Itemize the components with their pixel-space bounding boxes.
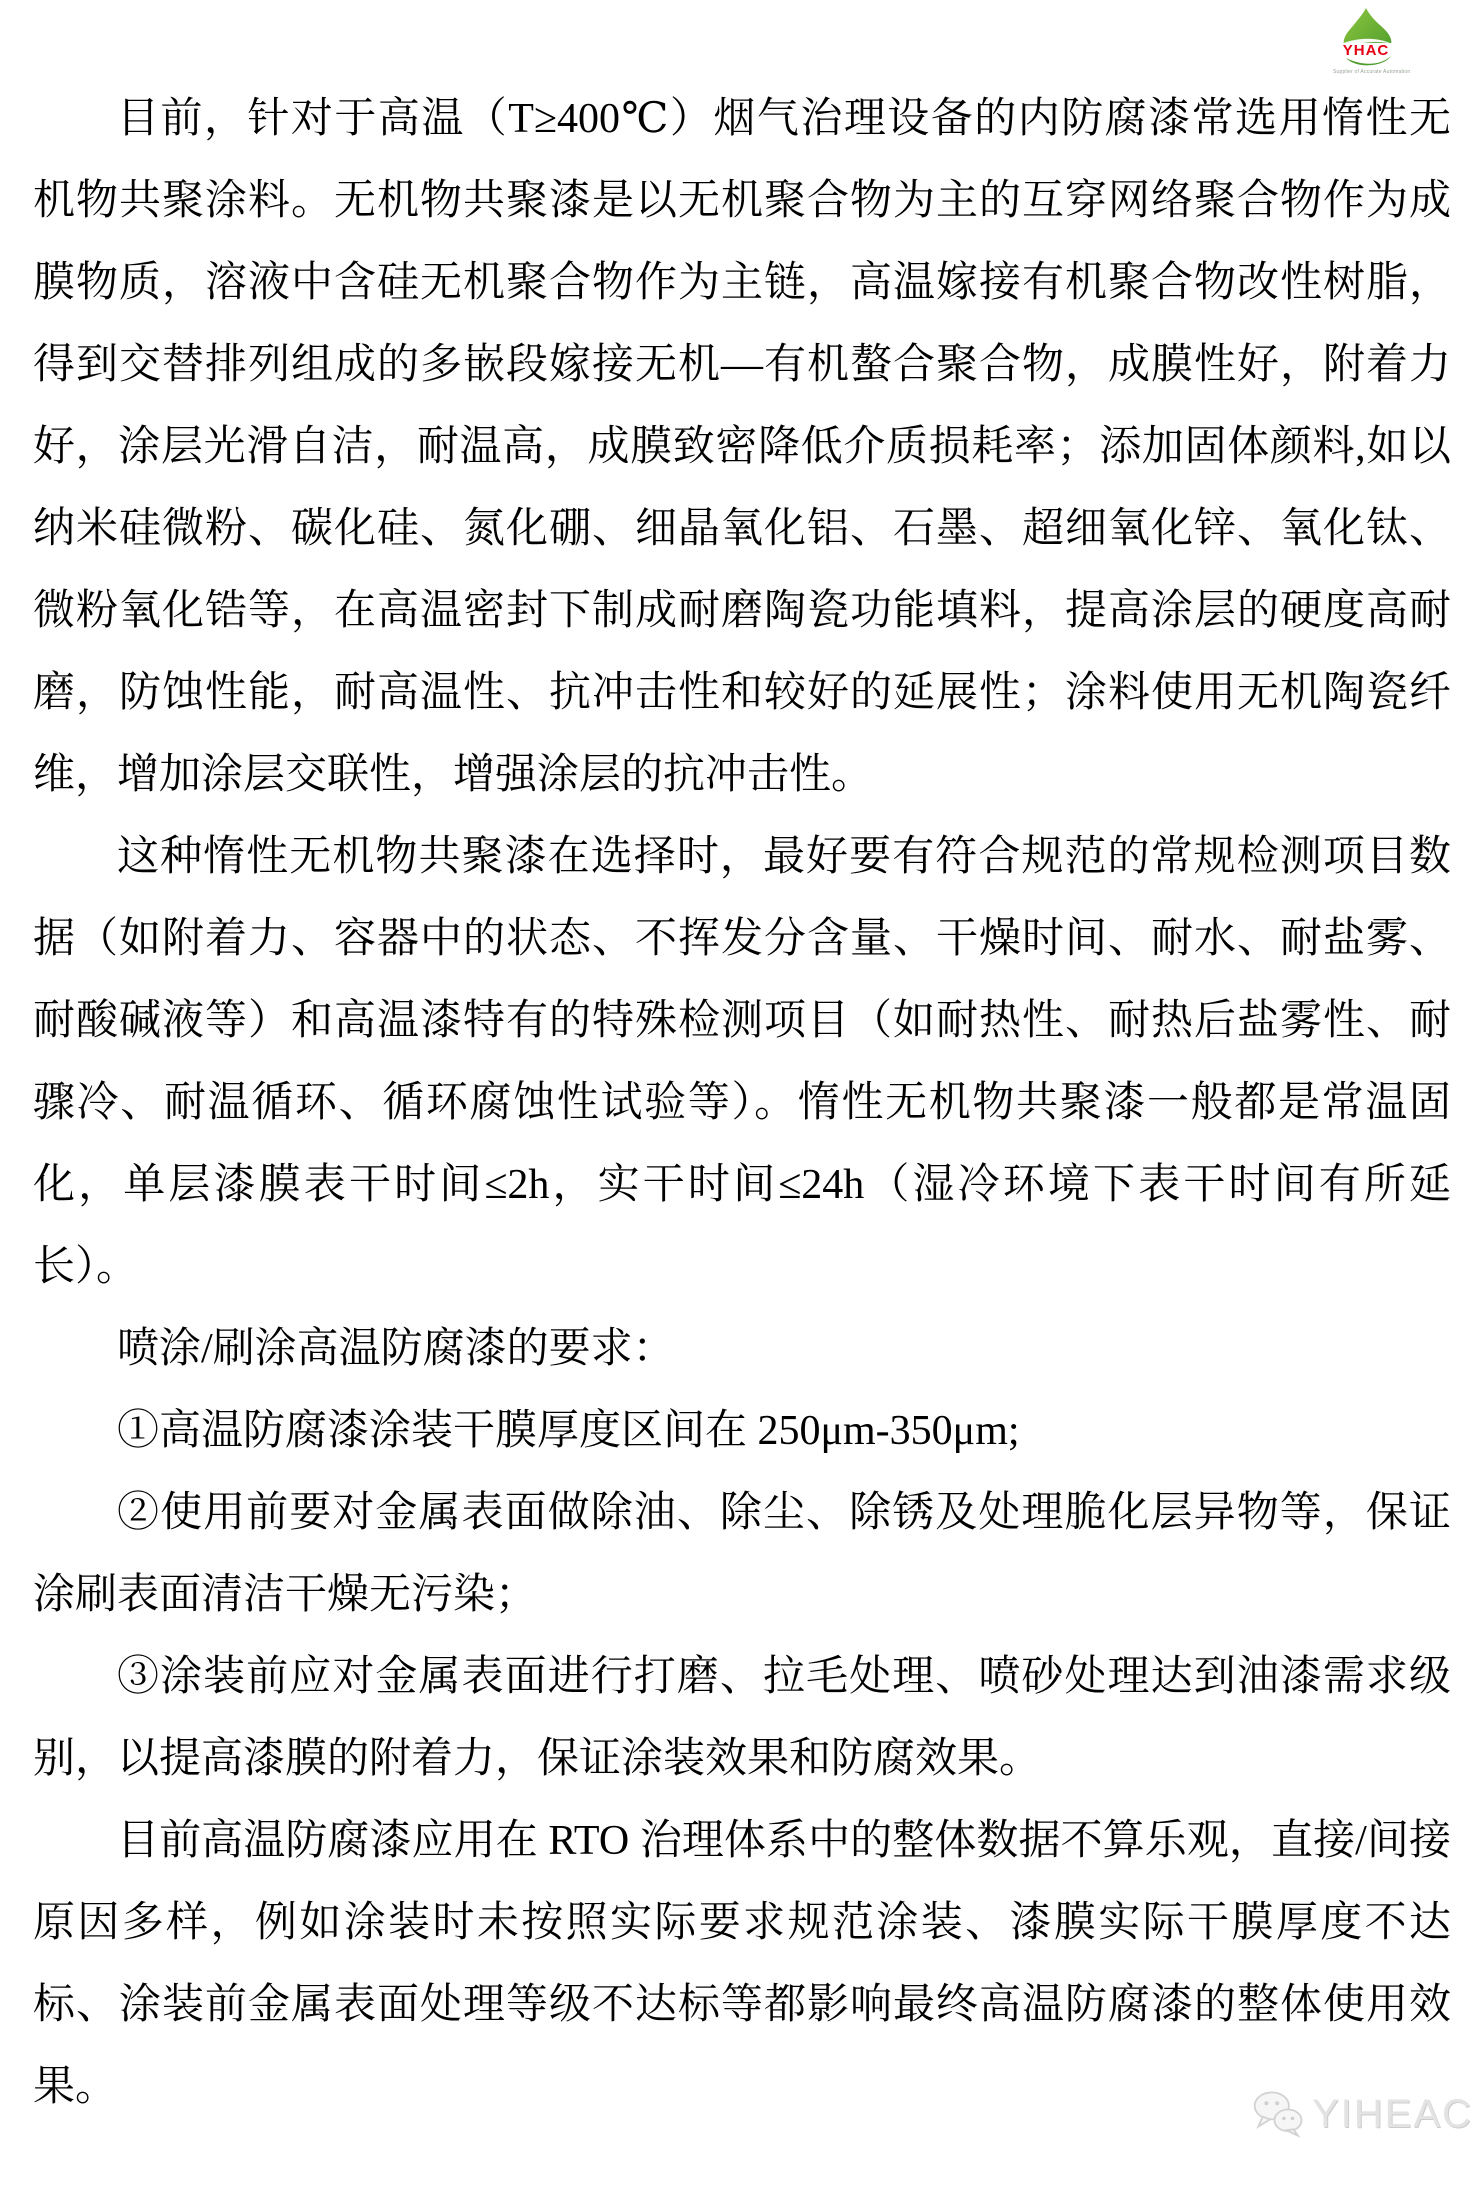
watermark (1252, 2090, 1473, 2138)
article-body (33, 78, 1451, 2128)
paragraph-requirements-heading: 喷涂/刷涂高温防腐漆的要求： (117, 1326, 675, 1372)
wechat-icon (1252, 2090, 1306, 2138)
paragraph-requirement-3: ③涂装前应对金属表面进行打磨、拉毛处理、喷砂处理达到油漆需求级别，以提高漆膜的附着力，保证涂装效果和防腐效果。 (33, 1654, 1451, 1782)
paragraph-requirement-1: ①高温防腐漆涂装干膜厚度区间在 250μm-350μm; (117, 1408, 1020, 1454)
logo-tagline: Supplier of Accurate Automation (1333, 69, 1411, 75)
logo-text: YHAC (1342, 42, 1390, 59)
paragraph-intro: 目前，针对于高温（T≥400℃）烟气治理设备的内防腐漆常选用惰性无机物共聚涂料。无机物共聚漆是以无机聚合物为主的互穿网络聚合物作为成膜物质，溶液中含硅无机聚合物作为主链，高温嫁接有机聚合物改性树脂，得到交替排列组成的多嵌段嫁接无机—有机螯合聚合物，成膜性好，附着力好，涂层光滑自洁，耐温高，成膜致密降低介质损耗率；添加固体颜料,如以纳米硅微粉、碳化硅、氮化硼、细晶氧化铝、石墨、超细氧化锌、氧化钛、微粉氧化锆等，在高温密封下制成耐磨陶瓷功能填料，提高涂层的硬度高耐磨，防蚀性能，耐高温性、抗冲击性和较好的延展性；涂料使用无机陶瓷纤维，增加涂层交联性，增强涂层的抗冲击性。 (33, 96, 1451, 798)
paragraph-conclusion: 目前高温防腐漆应用在 RTO 治理体系中的整体数据不算乐观，直接/间接原因多样，例如涂装时未按照实际要求规范涂装、漆膜实际干膜厚度不达标、涂装前金属表面处理等级不达标等都影响最终高温防腐漆的整体使用效果。 (33, 1818, 1451, 2110)
company-logo (1333, 6, 1411, 75)
paragraph-requirement-2: ②使用前要对金属表面做除油、除尘、除锈及处理脆化层异物等，保证涂刷表面清洁干燥无污染； (33, 1490, 1451, 1618)
watermark-text: YIHEAC (1312, 2091, 1473, 2136)
paragraph-selection: 这种惰性无机物共聚漆在选择时，最好要有符合规范的常规检测项目数据（如附着力、容器中的状态、不挥发分含量、干燥时间、耐水、耐盐雾、耐酸碱液等）和高温漆特有的特殊检测项目（如耐热性、耐热后盐雾性、耐骤冷、耐温循环、循环腐蚀性试验等）。惰性无机物共聚漆一般都是常温固化，单层漆膜表干时间≤2h，实干时间≤24h（湿冷环境下表干时间有所延长）。 (33, 834, 1451, 1290)
